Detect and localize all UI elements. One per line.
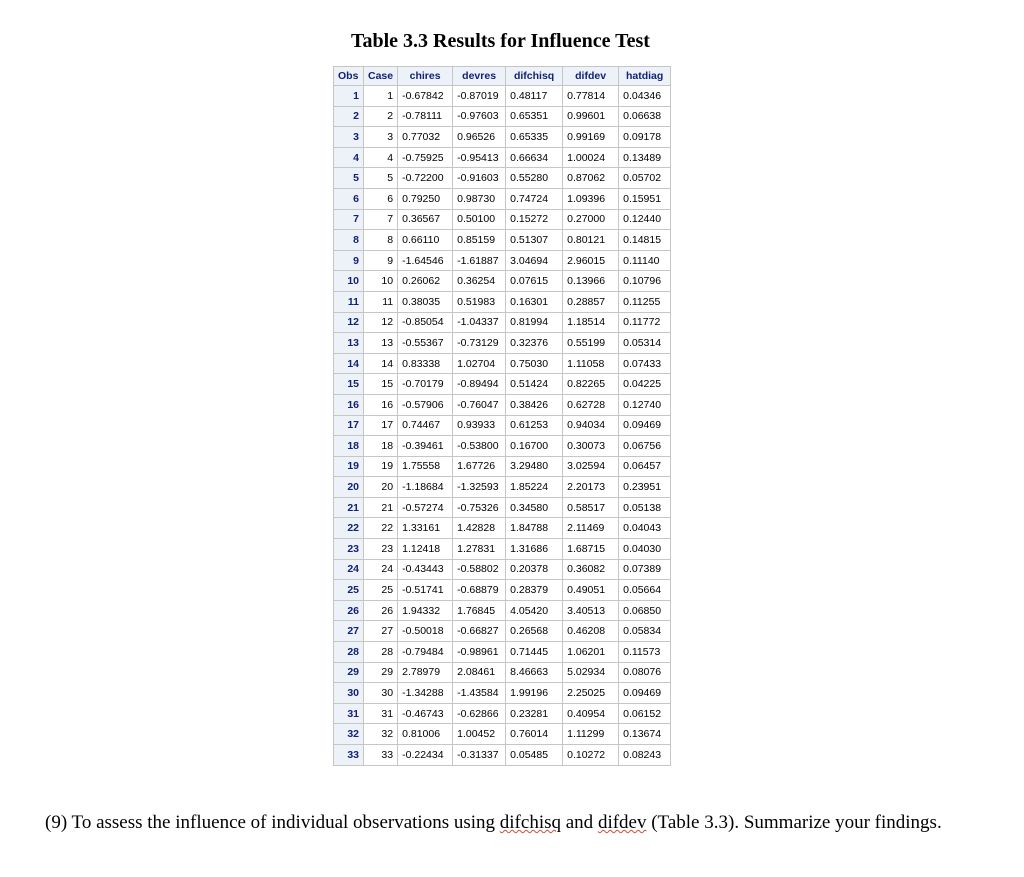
cell-hatdiag: 0.12740 bbox=[619, 394, 671, 415]
cell-devres: 2.08461 bbox=[453, 662, 506, 683]
cell-case: 28 bbox=[364, 642, 398, 663]
cell-difdev: 0.10272 bbox=[563, 745, 619, 766]
cell-case: 1 bbox=[364, 86, 398, 107]
table-row bbox=[334, 703, 671, 724]
cell-obs: 25 bbox=[334, 580, 364, 601]
table-row bbox=[334, 394, 671, 415]
cell-obs: 5 bbox=[334, 168, 364, 189]
cell-chires: 0.77032 bbox=[398, 127, 453, 148]
table-row bbox=[334, 147, 671, 168]
influence-results-table bbox=[333, 66, 671, 766]
cell-difchisq: 0.07615 bbox=[506, 271, 563, 292]
cell-devres: 1.42828 bbox=[453, 518, 506, 539]
cell-obs: 20 bbox=[334, 477, 364, 498]
cell-case: 17 bbox=[364, 415, 398, 436]
cell-devres: -0.98961 bbox=[453, 642, 506, 663]
cell-difchisq: 3.04694 bbox=[506, 250, 563, 271]
table-row bbox=[334, 580, 671, 601]
cell-chires: -0.72200 bbox=[398, 168, 453, 189]
cell-obs: 19 bbox=[334, 456, 364, 477]
table-row bbox=[334, 312, 671, 333]
cell-devres: -0.68879 bbox=[453, 580, 506, 601]
cell-case: 16 bbox=[364, 394, 398, 415]
cell-chires: -0.22434 bbox=[398, 745, 453, 766]
cell-case: 5 bbox=[364, 168, 398, 189]
cell-case: 4 bbox=[364, 147, 398, 168]
cell-difchisq: 3.29480 bbox=[506, 456, 563, 477]
cell-difdev: 0.30073 bbox=[563, 436, 619, 457]
cell-difdev: 0.62728 bbox=[563, 394, 619, 415]
cell-difdev: 2.20173 bbox=[563, 477, 619, 498]
question-part-1: (9) To assess the influence of individual observations using bbox=[45, 812, 500, 833]
cell-chires: -0.39461 bbox=[398, 436, 453, 457]
cell-hatdiag: 0.04225 bbox=[619, 374, 671, 395]
cell-hatdiag: 0.06756 bbox=[619, 436, 671, 457]
table-row bbox=[334, 106, 671, 127]
cell-difchisq: 1.99196 bbox=[506, 683, 563, 704]
cell-obs: 13 bbox=[334, 333, 364, 354]
cell-difchisq: 0.15272 bbox=[506, 209, 563, 230]
cell-hatdiag: 0.13674 bbox=[619, 724, 671, 745]
cell-difchisq: 0.81994 bbox=[506, 312, 563, 333]
cell-hatdiag: 0.09469 bbox=[619, 683, 671, 704]
cell-difdev: 0.49051 bbox=[563, 580, 619, 601]
cell-obs: 18 bbox=[334, 436, 364, 457]
cell-case: 6 bbox=[364, 188, 398, 209]
cell-case: 20 bbox=[364, 477, 398, 498]
table-row bbox=[334, 518, 671, 539]
table-row bbox=[334, 333, 671, 354]
cell-difchisq: 0.71445 bbox=[506, 642, 563, 663]
cell-difchisq: 0.55280 bbox=[506, 168, 563, 189]
cell-difdev: 1.09396 bbox=[563, 188, 619, 209]
cell-chires: -0.57274 bbox=[398, 497, 453, 518]
cell-chires: 1.33161 bbox=[398, 518, 453, 539]
table-row bbox=[334, 621, 671, 642]
cell-case: 26 bbox=[364, 600, 398, 621]
cell-case: 32 bbox=[364, 724, 398, 745]
table-body bbox=[334, 86, 671, 766]
cell-difchisq: 0.20378 bbox=[506, 559, 563, 580]
cell-difdev: 1.68715 bbox=[563, 539, 619, 560]
cell-difdev: 1.06201 bbox=[563, 642, 619, 663]
cell-difdev: 0.28857 bbox=[563, 291, 619, 312]
column-header-hatdiag: hatdiag bbox=[619, 67, 671, 86]
cell-hatdiag: 0.23951 bbox=[619, 477, 671, 498]
cell-difdev: 1.18514 bbox=[563, 312, 619, 333]
cell-difchisq: 0.34580 bbox=[506, 497, 563, 518]
table-row bbox=[334, 662, 671, 683]
cell-difchisq: 0.75030 bbox=[506, 353, 563, 374]
cell-difdev: 1.00024 bbox=[563, 147, 619, 168]
cell-obs: 30 bbox=[334, 683, 364, 704]
cell-case: 27 bbox=[364, 621, 398, 642]
cell-hatdiag: 0.06152 bbox=[619, 703, 671, 724]
cell-obs: 1 bbox=[334, 86, 364, 107]
table-row bbox=[334, 415, 671, 436]
cell-chires: -0.46743 bbox=[398, 703, 453, 724]
cell-devres: 1.00452 bbox=[453, 724, 506, 745]
cell-devres: 0.50100 bbox=[453, 209, 506, 230]
cell-difdev: 0.46208 bbox=[563, 621, 619, 642]
cell-case: 11 bbox=[364, 291, 398, 312]
cell-hatdiag: 0.05138 bbox=[619, 497, 671, 518]
cell-chires: -0.70179 bbox=[398, 374, 453, 395]
table-row bbox=[334, 539, 671, 560]
cell-difdev: 0.99601 bbox=[563, 106, 619, 127]
cell-case: 18 bbox=[364, 436, 398, 457]
cell-hatdiag: 0.11772 bbox=[619, 312, 671, 333]
cell-case: 8 bbox=[364, 230, 398, 251]
cell-obs: 3 bbox=[334, 127, 364, 148]
cell-devres: -0.73129 bbox=[453, 333, 506, 354]
cell-devres: 0.96526 bbox=[453, 127, 506, 148]
cell-hatdiag: 0.14815 bbox=[619, 230, 671, 251]
cell-devres: 1.27831 bbox=[453, 539, 506, 560]
cell-chires: 0.83338 bbox=[398, 353, 453, 374]
cell-hatdiag: 0.09469 bbox=[619, 415, 671, 436]
cell-difchisq: 0.23281 bbox=[506, 703, 563, 724]
table-row bbox=[334, 642, 671, 663]
cell-case: 29 bbox=[364, 662, 398, 683]
cell-difdev: 0.40954 bbox=[563, 703, 619, 724]
cell-difdev: 3.40513 bbox=[563, 600, 619, 621]
table-row bbox=[334, 600, 671, 621]
cell-difdev: 0.99169 bbox=[563, 127, 619, 148]
cell-devres: 0.85159 bbox=[453, 230, 506, 251]
cell-hatdiag: 0.07389 bbox=[619, 559, 671, 580]
table-header-row bbox=[334, 67, 671, 86]
cell-difdev: 0.87062 bbox=[563, 168, 619, 189]
cell-case: 23 bbox=[364, 539, 398, 560]
cell-case: 7 bbox=[364, 209, 398, 230]
cell-chires: -1.18684 bbox=[398, 477, 453, 498]
cell-hatdiag: 0.12440 bbox=[619, 209, 671, 230]
cell-difdev: 0.27000 bbox=[563, 209, 619, 230]
table-row bbox=[334, 497, 671, 518]
cell-chires: 0.36567 bbox=[398, 209, 453, 230]
cell-obs: 14 bbox=[334, 353, 364, 374]
cell-difdev: 0.13966 bbox=[563, 271, 619, 292]
table-row bbox=[334, 271, 671, 292]
cell-obs: 12 bbox=[334, 312, 364, 333]
cell-hatdiag: 0.05702 bbox=[619, 168, 671, 189]
table-row bbox=[334, 477, 671, 498]
cell-obs: 21 bbox=[334, 497, 364, 518]
cell-case: 19 bbox=[364, 456, 398, 477]
cell-obs: 29 bbox=[334, 662, 364, 683]
cell-chires: -0.50018 bbox=[398, 621, 453, 642]
cell-case: 2 bbox=[364, 106, 398, 127]
cell-obs: 4 bbox=[334, 147, 364, 168]
cell-chires: 0.26062 bbox=[398, 271, 453, 292]
cell-difchisq: 0.51307 bbox=[506, 230, 563, 251]
cell-obs: 22 bbox=[334, 518, 364, 539]
cell-obs: 17 bbox=[334, 415, 364, 436]
cell-devres: -0.75326 bbox=[453, 497, 506, 518]
cell-difchisq: 0.38426 bbox=[506, 394, 563, 415]
cell-obs: 16 bbox=[334, 394, 364, 415]
column-header-case: Case bbox=[364, 67, 398, 86]
table-row bbox=[334, 127, 671, 148]
question-part-3: (Table 3.3). Summarize your findings. bbox=[646, 812, 942, 833]
cell-difchisq: 0.61253 bbox=[506, 415, 563, 436]
cell-difchisq: 0.26568 bbox=[506, 621, 563, 642]
cell-hatdiag: 0.09178 bbox=[619, 127, 671, 148]
cell-difchisq: 0.76014 bbox=[506, 724, 563, 745]
cell-case: 15 bbox=[364, 374, 398, 395]
cell-difchisq: 1.85224 bbox=[506, 477, 563, 498]
cell-difdev: 2.96015 bbox=[563, 250, 619, 271]
cell-hatdiag: 0.13489 bbox=[619, 147, 671, 168]
cell-difchisq: 0.32376 bbox=[506, 333, 563, 354]
cell-hatdiag: 0.06850 bbox=[619, 600, 671, 621]
cell-obs: 8 bbox=[334, 230, 364, 251]
column-header-devres: devres bbox=[453, 67, 506, 86]
cell-case: 24 bbox=[364, 559, 398, 580]
cell-devres: -0.87019 bbox=[453, 86, 506, 107]
cell-hatdiag: 0.05834 bbox=[619, 621, 671, 642]
cell-chires: -0.43443 bbox=[398, 559, 453, 580]
cell-difchisq: 8.46663 bbox=[506, 662, 563, 683]
cell-devres: -0.62866 bbox=[453, 703, 506, 724]
cell-case: 30 bbox=[364, 683, 398, 704]
cell-case: 31 bbox=[364, 703, 398, 724]
cell-chires: -0.51741 bbox=[398, 580, 453, 601]
cell-difdev: 5.02934 bbox=[563, 662, 619, 683]
table-row bbox=[334, 745, 671, 766]
cell-devres: 1.67726 bbox=[453, 456, 506, 477]
table-row bbox=[334, 436, 671, 457]
cell-devres: 0.36254 bbox=[453, 271, 506, 292]
table-row bbox=[334, 188, 671, 209]
cell-hatdiag: 0.04346 bbox=[619, 86, 671, 107]
cell-devres: -0.91603 bbox=[453, 168, 506, 189]
cell-devres: -1.32593 bbox=[453, 477, 506, 498]
cell-obs: 23 bbox=[334, 539, 364, 560]
cell-hatdiag: 0.10796 bbox=[619, 271, 671, 292]
cell-chires: 2.78979 bbox=[398, 662, 453, 683]
table-title: Table 3.3 Results for Influence Test bbox=[351, 30, 650, 52]
cell-devres: -1.43584 bbox=[453, 683, 506, 704]
column-header-difdev: difdev bbox=[563, 67, 619, 86]
cell-obs: 26 bbox=[334, 600, 364, 621]
cell-difchisq: 0.65351 bbox=[506, 106, 563, 127]
cell-hatdiag: 0.07433 bbox=[619, 353, 671, 374]
cell-hatdiag: 0.11573 bbox=[619, 642, 671, 663]
cell-hatdiag: 0.06638 bbox=[619, 106, 671, 127]
cell-difchisq: 0.16301 bbox=[506, 291, 563, 312]
cell-difdev: 2.11469 bbox=[563, 518, 619, 539]
cell-chires: 0.66110 bbox=[398, 230, 453, 251]
cell-devres: -0.97603 bbox=[453, 106, 506, 127]
cell-difdev: 3.02594 bbox=[563, 456, 619, 477]
cell-case: 14 bbox=[364, 353, 398, 374]
cell-obs: 2 bbox=[334, 106, 364, 127]
cell-hatdiag: 0.06457 bbox=[619, 456, 671, 477]
cell-hatdiag: 0.08243 bbox=[619, 745, 671, 766]
cell-hatdiag: 0.05664 bbox=[619, 580, 671, 601]
column-header-obs: Obs bbox=[334, 67, 364, 86]
cell-devres: -0.95413 bbox=[453, 147, 506, 168]
cell-chires: -0.78111 bbox=[398, 106, 453, 127]
cell-chires: 1.12418 bbox=[398, 539, 453, 560]
cell-chires: -1.34288 bbox=[398, 683, 453, 704]
cell-case: 9 bbox=[364, 250, 398, 271]
cell-difchisq: 0.16700 bbox=[506, 436, 563, 457]
cell-chires: -0.75925 bbox=[398, 147, 453, 168]
cell-difdev: 1.11299 bbox=[563, 724, 619, 745]
cell-chires: 0.38035 bbox=[398, 291, 453, 312]
cell-difchisq: 0.65335 bbox=[506, 127, 563, 148]
cell-difchisq: 0.51424 bbox=[506, 374, 563, 395]
table-row bbox=[334, 209, 671, 230]
cell-hatdiag: 0.08076 bbox=[619, 662, 671, 683]
cell-obs: 28 bbox=[334, 642, 364, 663]
cell-obs: 9 bbox=[334, 250, 364, 271]
cell-hatdiag: 0.11255 bbox=[619, 291, 671, 312]
cell-case: 22 bbox=[364, 518, 398, 539]
cell-difdev: 0.77814 bbox=[563, 86, 619, 107]
cell-devres: -1.04337 bbox=[453, 312, 506, 333]
column-header-chires: chires bbox=[398, 67, 453, 86]
cell-difchisq: 4.05420 bbox=[506, 600, 563, 621]
cell-devres: -1.61887 bbox=[453, 250, 506, 271]
table-row bbox=[334, 374, 671, 395]
question-text bbox=[45, 812, 1005, 834]
cell-devres: 1.02704 bbox=[453, 353, 506, 374]
table-row bbox=[334, 683, 671, 704]
cell-devres: 1.76845 bbox=[453, 600, 506, 621]
cell-hatdiag: 0.11140 bbox=[619, 250, 671, 271]
cell-hatdiag: 0.04043 bbox=[619, 518, 671, 539]
cell-chires: 0.81006 bbox=[398, 724, 453, 745]
table-row bbox=[334, 230, 671, 251]
cell-chires: 1.94332 bbox=[398, 600, 453, 621]
cell-difdev: 2.25025 bbox=[563, 683, 619, 704]
cell-obs: 24 bbox=[334, 559, 364, 580]
cell-difdev: 0.80121 bbox=[563, 230, 619, 251]
cell-devres: -0.66827 bbox=[453, 621, 506, 642]
cell-obs: 33 bbox=[334, 745, 364, 766]
cell-difchisq: 0.28379 bbox=[506, 580, 563, 601]
cell-chires: -0.57906 bbox=[398, 394, 453, 415]
cell-chires: -1.64546 bbox=[398, 250, 453, 271]
cell-obs: 32 bbox=[334, 724, 364, 745]
cell-chires: 1.75558 bbox=[398, 456, 453, 477]
cell-chires: -0.67842 bbox=[398, 86, 453, 107]
cell-hatdiag: 0.04030 bbox=[619, 539, 671, 560]
cell-obs: 11 bbox=[334, 291, 364, 312]
cell-devres: -0.76047 bbox=[453, 394, 506, 415]
cell-hatdiag: 0.05314 bbox=[619, 333, 671, 354]
table-row bbox=[334, 86, 671, 107]
cell-difchisq: 0.48117 bbox=[506, 86, 563, 107]
cell-hatdiag: 0.15951 bbox=[619, 188, 671, 209]
cell-devres: -0.58802 bbox=[453, 559, 506, 580]
cell-obs: 15 bbox=[334, 374, 364, 395]
question-part-2: and bbox=[561, 812, 598, 833]
cell-difdev: 0.55199 bbox=[563, 333, 619, 354]
cell-difdev: 1.11058 bbox=[563, 353, 619, 374]
cell-chires: -0.55367 bbox=[398, 333, 453, 354]
cell-difchisq: 0.05485 bbox=[506, 745, 563, 766]
cell-difchisq: 0.66634 bbox=[506, 147, 563, 168]
cell-case: 21 bbox=[364, 497, 398, 518]
cell-case: 33 bbox=[364, 745, 398, 766]
cell-devres: -0.89494 bbox=[453, 374, 506, 395]
cell-devres: 0.98730 bbox=[453, 188, 506, 209]
cell-difdev: 0.94034 bbox=[563, 415, 619, 436]
cell-difchisq: 0.74724 bbox=[506, 188, 563, 209]
cell-case: 13 bbox=[364, 333, 398, 354]
cell-case: 25 bbox=[364, 580, 398, 601]
cell-obs: 10 bbox=[334, 271, 364, 292]
cell-devres: 0.93933 bbox=[453, 415, 506, 436]
table-row bbox=[334, 250, 671, 271]
cell-obs: 6 bbox=[334, 188, 364, 209]
table-row bbox=[334, 559, 671, 580]
table-row bbox=[334, 724, 671, 745]
cell-case: 3 bbox=[364, 127, 398, 148]
cell-devres: 0.51983 bbox=[453, 291, 506, 312]
column-header-difchisq: difchisq bbox=[506, 67, 563, 86]
cell-case: 12 bbox=[364, 312, 398, 333]
cell-devres: -0.31337 bbox=[453, 745, 506, 766]
table-row bbox=[334, 291, 671, 312]
cell-difchisq: 1.31686 bbox=[506, 539, 563, 560]
cell-difdev: 0.58517 bbox=[563, 497, 619, 518]
table-row bbox=[334, 456, 671, 477]
cell-obs: 27 bbox=[334, 621, 364, 642]
question-term-difdev: difdev bbox=[597, 812, 647, 833]
cell-devres: -0.53800 bbox=[453, 436, 506, 457]
table-row bbox=[334, 353, 671, 374]
cell-chires: -0.85054 bbox=[398, 312, 453, 333]
cell-chires: 0.74467 bbox=[398, 415, 453, 436]
cell-obs: 31 bbox=[334, 703, 364, 724]
cell-difchisq: 1.84788 bbox=[506, 518, 563, 539]
cell-obs: 7 bbox=[334, 209, 364, 230]
cell-chires: -0.79484 bbox=[398, 642, 453, 663]
table-row bbox=[334, 168, 671, 189]
cell-case: 10 bbox=[364, 271, 398, 292]
cell-difdev: 0.82265 bbox=[563, 374, 619, 395]
cell-chires: 0.79250 bbox=[398, 188, 453, 209]
cell-difdev: 0.36082 bbox=[563, 559, 619, 580]
question-term-difchisq: difchisq bbox=[499, 812, 561, 833]
